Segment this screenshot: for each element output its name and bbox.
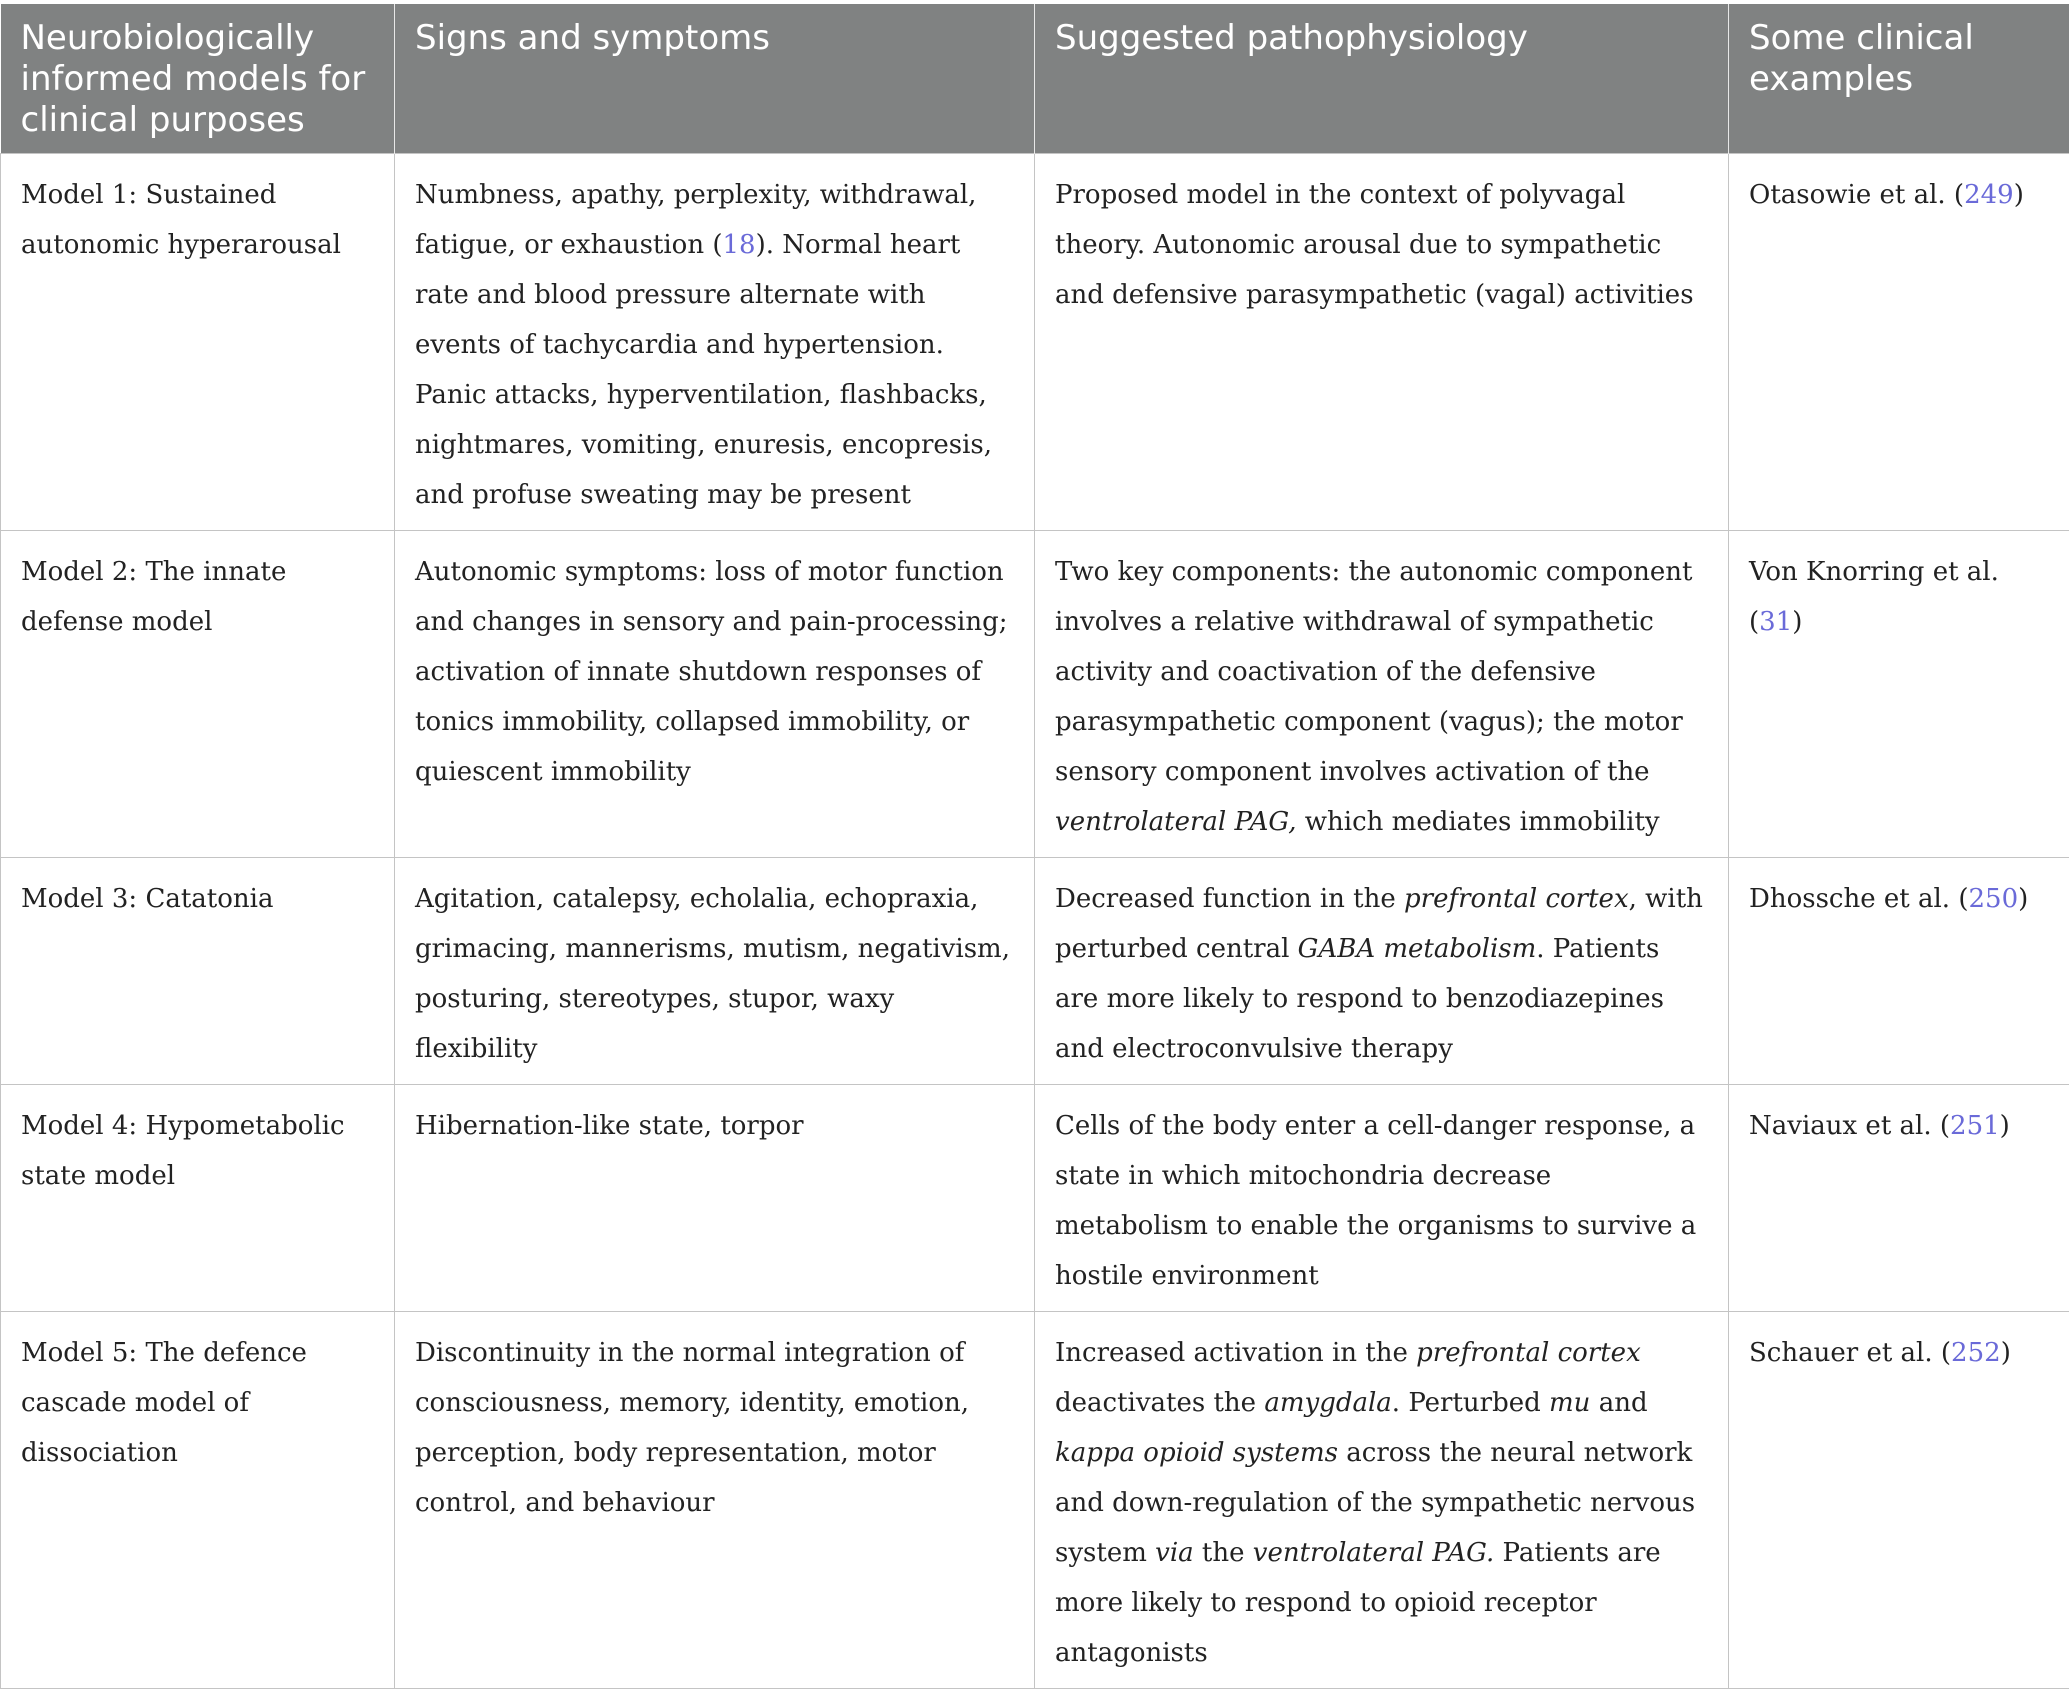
pathophysiology-cell — [1035, 1312, 1729, 1689]
table-row — [1, 858, 2069, 1085]
text-segment: Naviaux et al. ( — [1749, 1111, 1950, 1141]
text-segment: ) — [1792, 607, 1802, 637]
italic-text: mu — [1549, 1388, 1590, 1418]
text-segment: Patients are more likely to respond to opioid receptor antagonists — [1055, 1538, 1661, 1668]
signs-cell — [395, 1085, 1035, 1312]
text-segment: the — [1194, 1538, 1253, 1568]
text-segment: Autonomic symptoms: loss of motor function and changes in sensory and pain-processing; activation of innate shutdown responses of tonics immobility, collapsed immobility, or quiescent immobility — [415, 557, 1008, 787]
text-segment: which mediates immobility — [1297, 807, 1660, 837]
examples-cell — [1729, 154, 2069, 531]
text-segment: Numbness, apathy, perplexity, withdrawal, fatigue, or exhaustion ( — [415, 180, 976, 260]
italic-text: amygdala — [1264, 1388, 1391, 1418]
text-segment: across the neural network and down-regulation of the sympathetic nervous system — [1055, 1438, 1695, 1568]
text-segment: ) — [2001, 1338, 2011, 1368]
pathophysiology-cell — [1035, 1085, 1729, 1312]
text-segment: Two key components: the autonomic component involves a relative withdrawal of sympathetic activity and coactivation of the defensive parasympathetic component (vagus); the motor sensory component involves activation of the — [1055, 557, 1692, 787]
text-segment: Otasowie et al. ( — [1749, 180, 1964, 210]
table-row — [1, 1312, 2069, 1689]
table-row — [1, 1085, 2069, 1312]
italic-text: ventrolateral PAG, — [1055, 807, 1297, 837]
text-segment: ). Normal heart rate and blood pressure alternate with events of tachycardia and hypertension. Panic attacks, hyperventilation, flashbacks, nightmares, vomiting, enuresis, encopresis, and profuse sweating may be present — [415, 230, 992, 510]
text-segment: ) — [2018, 884, 2028, 914]
text-segment: , with perturbed central — [1055, 884, 1703, 964]
italic-text: ventrolateral PAG. — [1253, 1538, 1495, 1568]
header-pathophysiology: Suggested pathophysiology — [1035, 4, 1729, 154]
text-segment: and — [1590, 1388, 1647, 1418]
text-segment: . Perturbed — [1392, 1388, 1549, 1418]
models-table — [0, 4, 2069, 1689]
reference-link[interactable]: 31 — [1759, 607, 1792, 637]
text-segment: Dhossche et al. ( — [1749, 884, 1968, 914]
italic-text: prefrontal cortex — [1416, 1338, 1641, 1368]
text-segment: . Patients are more likely to respond to benzodiazepines and electroconvulsive therapy — [1055, 934, 1664, 1064]
table-row — [1, 154, 2069, 531]
pathophysiology-cell — [1035, 154, 1729, 531]
text-segment: Increased activation in the — [1055, 1338, 1416, 1368]
text-segment: ) — [2000, 1111, 2010, 1141]
table-container — [0, 4, 2069, 1689]
table-row — [1, 531, 2069, 858]
italic-text: prefrontal cortex — [1404, 884, 1629, 914]
text-segment: Schauer et al. ( — [1749, 1338, 1951, 1368]
model-cell: Model 4: Hypometabolic state model — [1, 1085, 395, 1312]
text-segment: Agitation, catalepsy, echolalia, echopraxia, grimacing, mannerisms, mutism, negativism, posturing, stereotypes, stupor, waxy flexibility — [415, 884, 1010, 1064]
reference-link[interactable]: 252 — [1951, 1338, 2001, 1368]
pathophysiology-cell — [1035, 531, 1729, 858]
text-segment: Cells of the body enter a cell-danger response, a state in which mitochondria decrease metabolism to enable the organisms to survive a hostile environment — [1055, 1111, 1696, 1291]
signs-cell — [395, 154, 1035, 531]
examples-cell — [1729, 858, 2069, 1085]
signs-cell — [395, 531, 1035, 858]
header-signs: Signs and symptoms — [395, 4, 1035, 154]
header-examples: Some clinical examples — [1729, 4, 2069, 154]
text-segment: ) — [2014, 180, 2024, 210]
header-models: Neurobiologically informed models for clinical purposes — [1, 4, 395, 154]
examples-cell — [1729, 531, 2069, 858]
text-segment: Von Knorring et al. ( — [1749, 557, 1999, 637]
pathophysiology-cell — [1035, 858, 1729, 1085]
italic-text: GABA metabolism — [1298, 934, 1537, 964]
model-cell: Model 1: Sustained autonomic hyperarousal — [1, 154, 395, 531]
model-cell: Model 3: Catatonia — [1, 858, 395, 1085]
signs-cell — [395, 858, 1035, 1085]
signs-cell — [395, 1312, 1035, 1689]
italic-text: via — [1155, 1538, 1194, 1568]
text-segment: deactivates the — [1055, 1388, 1264, 1418]
reference-link[interactable]: 251 — [1950, 1111, 2000, 1141]
text-segment: Proposed model in the context of polyvagal theory. Autonomic arousal due to sympathetic and defensive parasympathetic (vagal) activities — [1055, 180, 1694, 310]
examples-cell — [1729, 1085, 2069, 1312]
examples-cell — [1729, 1312, 2069, 1689]
model-cell: Model 2: The innate defense model — [1, 531, 395, 858]
header-row — [1, 4, 2069, 154]
text-segment: Hibernation-like state, torpor — [415, 1111, 804, 1141]
reference-link[interactable]: 18 — [723, 230, 756, 260]
reference-link[interactable]: 250 — [1968, 884, 2018, 914]
reference-link[interactable]: 249 — [1964, 180, 2014, 210]
model-cell: Model 5: The defence cascade model of dissociation — [1, 1312, 395, 1689]
text-segment: Decreased function in the — [1055, 884, 1404, 914]
text-segment: Discontinuity in the normal integration of consciousness, memory, identity, emotion, perception, body representation, motor control, and behaviour — [415, 1338, 969, 1518]
italic-text: kappa opioid systems — [1055, 1438, 1338, 1468]
